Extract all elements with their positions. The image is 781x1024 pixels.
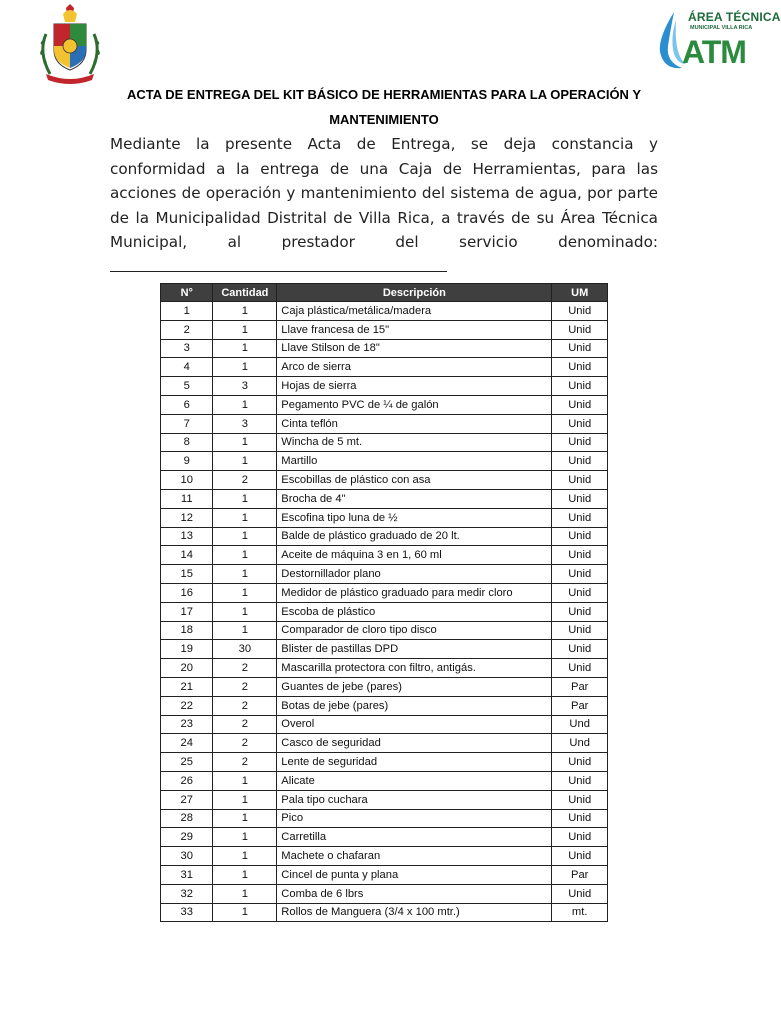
row-unit: Unid: [552, 583, 608, 602]
row-description: Pala tipo cuchara: [277, 790, 552, 809]
municipal-crest-logo: [36, 4, 104, 86]
row-quantity: 1: [213, 884, 277, 903]
table-row: [161, 809, 608, 828]
row-number: 19: [161, 640, 213, 659]
row-number: 32: [161, 884, 213, 903]
row-quantity: 1: [213, 302, 277, 321]
row-unit: mt.: [552, 903, 608, 922]
row-description: Comparador de cloro tipo disco: [277, 621, 552, 640]
row-number: 18: [161, 621, 213, 640]
row-quantity: 30: [213, 640, 277, 659]
table-row: [161, 659, 608, 678]
row-number: 10: [161, 471, 213, 490]
row-quantity: 1: [213, 320, 277, 339]
row-quantity: 1: [213, 339, 277, 358]
row-unit: Unid: [552, 659, 608, 678]
row-quantity: 2: [213, 659, 277, 678]
row-description: Overol: [277, 715, 552, 734]
table-row: [161, 433, 608, 452]
provider-name-blank: [110, 259, 447, 272]
row-description: Llave Stilson de 18": [277, 339, 552, 358]
table-row: [161, 395, 608, 414]
row-quantity: 1: [213, 828, 277, 847]
row-quantity: 1: [213, 583, 277, 602]
row-number: 24: [161, 734, 213, 753]
table-row: [161, 677, 608, 696]
row-description: Escobillas de plástico con asa: [277, 471, 552, 490]
table-row: [161, 546, 608, 565]
row-unit: Unid: [552, 809, 608, 828]
row-unit: Unid: [552, 527, 608, 546]
table-row: [161, 452, 608, 471]
row-number: 2: [161, 320, 213, 339]
row-number: 6: [161, 395, 213, 414]
row-unit: Unid: [552, 546, 608, 565]
row-quantity: 1: [213, 527, 277, 546]
intro-paragraph: [110, 132, 658, 280]
row-number: 26: [161, 771, 213, 790]
row-quantity: 1: [213, 433, 277, 452]
logo-line-3: ATM: [682, 34, 746, 70]
table-row: [161, 696, 608, 715]
row-unit: Unid: [552, 433, 608, 452]
table-row: [161, 790, 608, 809]
row-number: 21: [161, 677, 213, 696]
row-unit: Par: [552, 865, 608, 884]
table-row: [161, 489, 608, 508]
row-number: 4: [161, 358, 213, 377]
row-description: Alicate: [277, 771, 552, 790]
row-unit: Unid: [552, 452, 608, 471]
row-unit: Und: [552, 715, 608, 734]
row-description: Brocha de 4": [277, 489, 552, 508]
row-number: 25: [161, 753, 213, 772]
row-description: Guantes de jebe (pares): [277, 677, 552, 696]
row-description: Lente de seguridad: [277, 753, 552, 772]
row-description: Medidor de plástico graduado para medir cloro: [277, 583, 552, 602]
row-unit: Unid: [552, 602, 608, 621]
row-unit: Par: [552, 696, 608, 715]
table-header-row: [161, 284, 608, 302]
row-description: Caja plástica/metálica/madera: [277, 302, 552, 321]
tools-table: [160, 283, 608, 922]
row-description: Pico: [277, 809, 552, 828]
row-quantity: 1: [213, 358, 277, 377]
row-description: Hojas de sierra: [277, 377, 552, 396]
row-description: Blister de pastillas DPD: [277, 640, 552, 659]
row-number: 31: [161, 865, 213, 884]
row-description: Arco de sierra: [277, 358, 552, 377]
table-row: [161, 414, 608, 433]
row-quantity: 2: [213, 753, 277, 772]
table-row: [161, 734, 608, 753]
row-unit: Unid: [552, 847, 608, 866]
table-row: [161, 320, 608, 339]
row-number: 15: [161, 565, 213, 584]
row-quantity: 1: [213, 395, 277, 414]
row-quantity: 1: [213, 771, 277, 790]
row-quantity: 2: [213, 471, 277, 490]
row-unit: Unid: [552, 414, 608, 433]
row-description: Carretilla: [277, 828, 552, 847]
row-unit: Unid: [552, 884, 608, 903]
row-description: Destornillador plano: [277, 565, 552, 584]
row-quantity: 1: [213, 602, 277, 621]
row-number: 27: [161, 790, 213, 809]
table-row: [161, 471, 608, 490]
row-number: 29: [161, 828, 213, 847]
row-quantity: 3: [213, 414, 277, 433]
area-tecnica-logo: [652, 8, 781, 72]
row-number: 28: [161, 809, 213, 828]
title-line-2: MANTENIMIENTO: [329, 112, 439, 127]
table-row: [161, 621, 608, 640]
row-number: 13: [161, 527, 213, 546]
table-row: [161, 377, 608, 396]
table-row: [161, 508, 608, 527]
row-description: Botas de jebe (pares): [277, 696, 552, 715]
table-row: [161, 583, 608, 602]
row-quantity: 1: [213, 790, 277, 809]
row-description: Machete o chafaran: [277, 847, 552, 866]
row-number: 23: [161, 715, 213, 734]
row-quantity: 2: [213, 696, 277, 715]
row-description: Cincel de punta y plana: [277, 865, 552, 884]
logo-line-2: MUNICIPAL VILLA RICA: [690, 25, 753, 31]
row-quantity: 1: [213, 489, 277, 508]
row-quantity: 3: [213, 377, 277, 396]
table-row: [161, 847, 608, 866]
row-description: Rollos de Manguera (3/4 x 100 mtr.): [277, 903, 552, 922]
table-row: [161, 527, 608, 546]
header-unit: UM: [552, 284, 608, 302]
row-number: 17: [161, 602, 213, 621]
row-number: 5: [161, 377, 213, 396]
header-description: Descripción: [277, 284, 552, 302]
row-unit: Unid: [552, 358, 608, 377]
row-description: Aceite de máquina 3 en 1, 60 ml: [277, 546, 552, 565]
row-description: Balde de plástico graduado de 20 lt.: [277, 527, 552, 546]
row-unit: Unid: [552, 302, 608, 321]
row-quantity: 1: [213, 847, 277, 866]
row-number: 1: [161, 302, 213, 321]
table-row: [161, 753, 608, 772]
table-row: [161, 884, 608, 903]
row-quantity: 2: [213, 715, 277, 734]
row-unit: Par: [552, 677, 608, 696]
row-number: 9: [161, 452, 213, 471]
table-row: [161, 865, 608, 884]
row-description: Cinta teflón: [277, 414, 552, 433]
row-unit: Unid: [552, 377, 608, 396]
row-description: Comba de 6 lbrs: [277, 884, 552, 903]
row-unit: Unid: [552, 508, 608, 527]
row-quantity: 1: [213, 865, 277, 884]
row-quantity: 1: [213, 565, 277, 584]
row-number: 3: [161, 339, 213, 358]
table-row: [161, 602, 608, 621]
row-unit: Unid: [552, 828, 608, 847]
row-unit: Unid: [552, 339, 608, 358]
row-description: Martillo: [277, 452, 552, 471]
row-quantity: 1: [213, 508, 277, 527]
row-quantity: 2: [213, 734, 277, 753]
row-unit: Unid: [552, 790, 608, 809]
table-row: [161, 302, 608, 321]
row-number: 30: [161, 847, 213, 866]
table-row: [161, 771, 608, 790]
row-number: 22: [161, 696, 213, 715]
row-description: Escofina tipo luna de ½: [277, 508, 552, 527]
row-number: 12: [161, 508, 213, 527]
row-unit: Unid: [552, 320, 608, 339]
row-unit: Unid: [552, 565, 608, 584]
row-number: 33: [161, 903, 213, 922]
table-row: [161, 339, 608, 358]
title-line-1: ACTA DE ENTREGA DEL KIT BÁSICO DE HERRAMIENTAS PARA LA OPERACIÓN Y: [126, 87, 641, 102]
row-unit: Unid: [552, 771, 608, 790]
row-description: Casco de seguridad: [277, 734, 552, 753]
row-number: 8: [161, 433, 213, 452]
row-quantity: 1: [213, 546, 277, 565]
table-row: [161, 358, 608, 377]
row-unit: Unid: [552, 621, 608, 640]
row-quantity: 1: [213, 621, 277, 640]
row-unit: Unid: [552, 395, 608, 414]
header-quantity: Cantidad: [213, 284, 277, 302]
row-number: 16: [161, 583, 213, 602]
table-row: [161, 828, 608, 847]
row-description: Llave francesa de 15": [277, 320, 552, 339]
row-unit: Unid: [552, 640, 608, 659]
document-title: [110, 82, 658, 132]
row-unit: Unid: [552, 753, 608, 772]
row-quantity: 2: [213, 677, 277, 696]
row-description: Pegamento PVC de ¼ de galón: [277, 395, 552, 414]
row-quantity: 1: [213, 452, 277, 471]
row-unit: Und: [552, 734, 608, 753]
table-row: [161, 903, 608, 922]
row-description: Escoba de plástico: [277, 602, 552, 621]
row-description: Mascarilla protectora con filtro, antigás.: [277, 659, 552, 678]
header-number: N°: [161, 284, 213, 302]
row-unit: Unid: [552, 489, 608, 508]
row-number: 11: [161, 489, 213, 508]
row-quantity: 1: [213, 903, 277, 922]
row-number: 14: [161, 546, 213, 565]
intro-text: Mediante la presente Acta de Entrega, se deja constancia y conformidad a la entrega de una Caja de Herramientas, para las acciones de operación y mantenimiento del sistema de agua, por parte de la Municipalidad Distrital de Villa Rica, a través de su Área Técnica Municipal, al prestador del servicio denominado:: [110, 135, 658, 252]
row-quantity: 1: [213, 809, 277, 828]
row-description: Wincha de 5 mt.: [277, 433, 552, 452]
table-row: [161, 565, 608, 584]
row-number: 7: [161, 414, 213, 433]
logo-line-1: ÁREA TÉCNICA: [688, 10, 781, 24]
row-unit: Unid: [552, 471, 608, 490]
table-row: [161, 640, 608, 659]
table-row: [161, 715, 608, 734]
row-number: 20: [161, 659, 213, 678]
